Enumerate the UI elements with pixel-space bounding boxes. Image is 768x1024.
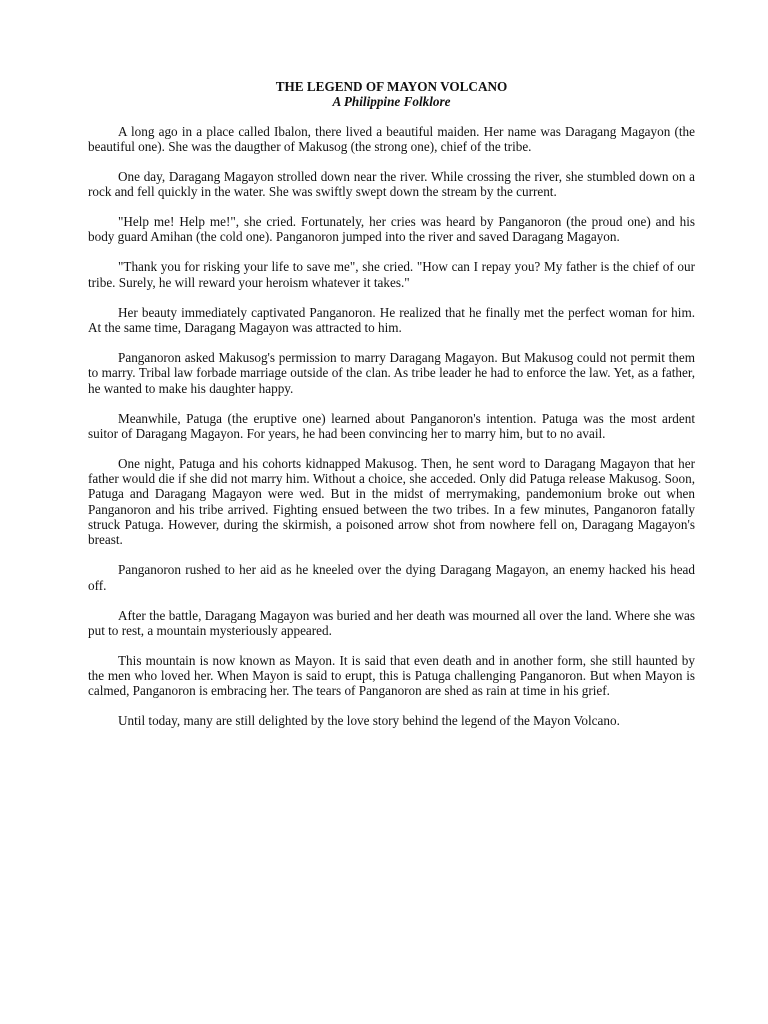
paragraph-10: After the battle, Daragang Magayon was buried and her death was mourned all over the land. Where she was put to rest, a mountain mysteriously appeared. — [88, 607, 695, 638]
paragraph-1: A long ago in a place called Ibalon, there lived a beautiful maiden. Her name was Daragang Magayon (the beautiful one). She was the daugther of Makusog (the strong one), chief of the tribe. — [88, 123, 695, 154]
paragraph-4: "Thank you for risking your life to save me", she cried. "How can I repay you? My father is the chief of our tribe. Surely, he will reward your heroism whatever it takes." — [88, 259, 695, 290]
paragraph-12: Until today, many are still delighted by the love story behind the legend of the Mayon Volcano. — [118, 713, 620, 729]
paragraph-9: Panganoron rushed to her aid as he kneeled over the dying Daragang Magayon, an enemy hacked his head off. — [88, 562, 695, 593]
document-subtitle: A Philippine Folklore — [332, 94, 451, 110]
paragraph-6: Panganoron asked Makusog's permission to marry Daragang Magayon. But Makusog could not permit them to marry. Tribal law forbade marriage outside of the clan. As tribe leader he had to enforce the law. Yet, as a father, he wanted to make his daughter happy. — [88, 350, 695, 396]
document-title: THE LEGEND OF MAYON VOLCANO — [275, 79, 508, 94]
paragraph-11: This mountain is now known as Mayon. It is said that even death and in another form, she still haunted by the men who loved her. When Mayon is said to erupt, this is Patuga challenging Panganoron. But when Mayon is calmed, Panganoron is embracing her. The tears of Panganoron are shed as rain at time in his grief. — [88, 652, 695, 699]
title-block — [88, 79, 695, 110]
paragraph-3: "Help me! Help me!", she cried. Fortunately, her cries was heard by Panganoron (the proud one) and his body guard Amihan (the cold one). Panganoron jumped into the river and saved Daragang Magayon. — [88, 214, 695, 245]
paragraph-7: Meanwhile, Patuga (the eruptive one) learned about Panganoron's intention. Patuga was the most ardent suitor of Daragang Magayon. For years, he had been convincing her to marry him, but to no avail. — [88, 410, 695, 441]
document-body — [88, 124, 695, 729]
paragraph-5: Her beauty immediately captivated Panganoron. He realized that he finally met the perfect woman for him. At the same time, Daragang Magayon was attracted to him. — [88, 304, 695, 336]
paragraph-2: One day, Daragang Magayon strolled down near the river. While crossing the river, she stumbled down on a rock and fell quickly in the water. She was swiftly swept down the stream by the current. — [88, 168, 695, 200]
paragraph-8: One night, Patuga and his cohorts kidnapped Makusog. Then, he sent word to Daragang Magayon that her father would die if she did not marry him. Without a choice, she acceded. Only did Patuga release Makusog. Soon, Patuga and Daragang Magayon were wed. But in the midst of merrymaking, pandemonium broke out when Panganoron and his tribe arrived. Fighting ensued between the two tribes. In a few minutes, Panganoron fatally struck Patuga. However, during the skirmish, a poisoned arrow shot from nowhere fell on, Daragang Magayon's breast. — [88, 455, 695, 548]
